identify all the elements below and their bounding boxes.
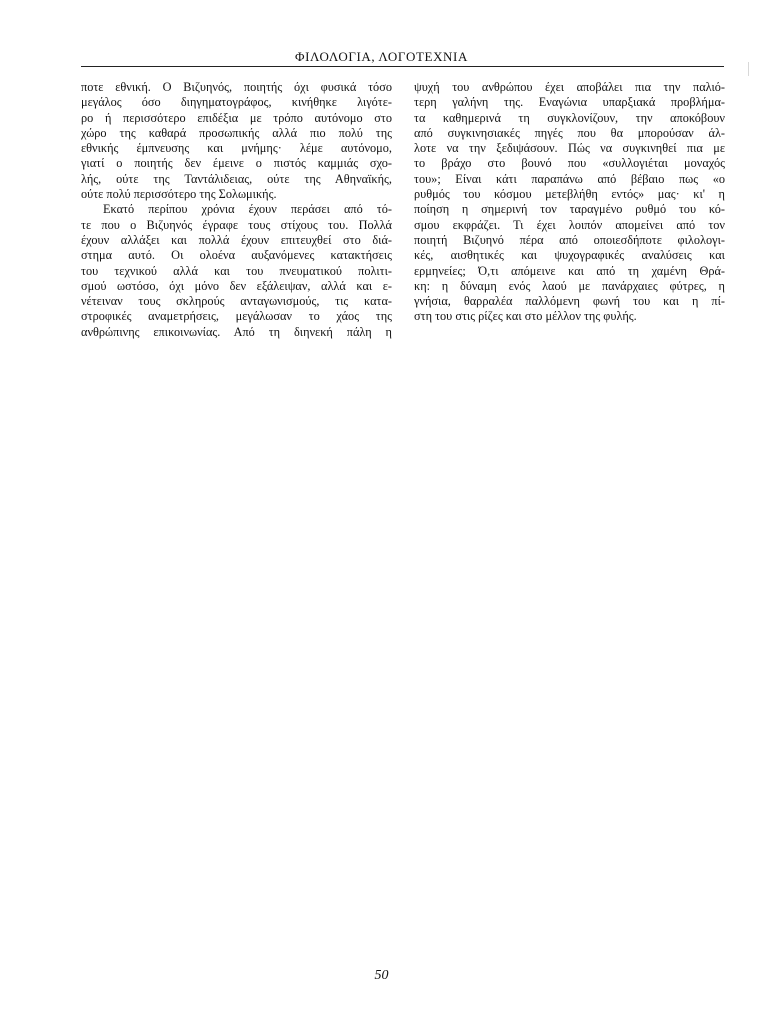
text-line: του»; Είναι κάτι παραπάνω από βέβαιο πως «ο [414, 171, 725, 186]
text-line: εθνικής έμπνευσης και μνήμης· λέμε αυτόνομο, [81, 141, 392, 156]
text-line: ποίηση η σημερινή τον ταραγμένο ρυθμό του κό- [414, 202, 725, 217]
text-line: στροφικές αναμετρήσεις, μεγάλωσαν το χάος της [81, 309, 392, 324]
left-column [81, 80, 392, 340]
text-line: λοτε να την ξεδιψάσουν. Πώς να συγκινηθεί πια με [414, 141, 725, 156]
text-line: σμού ωστόσο, όχι μόνο δεν εξάλειψαν, αλλά και ε- [81, 278, 392, 293]
text-line: στημα αυτό. Οι ολοένα αυξανόμενες κατακτήσεις [81, 248, 392, 263]
text-line: ρυθμός του κόσμου μετεβλήθη εντός» μας· κι' η [414, 187, 725, 202]
text-line: ερμηνείες; Ό,τι απόμεινε και από τη χαμένη Θρά- [414, 263, 725, 278]
text-line: χώρο της καθαρά προσωπικής αλλά πιο πολύ της [81, 125, 392, 140]
text-line: ρο ή περισσότερο επιδέξια με τρόπο αυτόνομο στο [81, 110, 392, 125]
text-line: από συγκινησιακές πηγές που θα μπορούσαν άλ- [414, 125, 725, 140]
text-line: ποιητή Βιζυηνό πέρα από οποιεσδήποτε φιλολογι- [414, 232, 725, 247]
text-line: ποτε εθνική. Ο Βιζυηνός, ποιητής όχι φυσικά τόσο [81, 80, 392, 94]
text-line: του τεχνικού αλλά και του πνευματικού πολιτι- [81, 263, 392, 278]
right-column [414, 80, 725, 325]
text-line: λής, ούτε της Ταντάλιδειας, ούτε της Αθηναϊκής, [81, 171, 392, 186]
text-line: κές, αισθητικές και ψυχογραφικές αναλύσεις και [414, 248, 725, 263]
text-line: τα καθημερινά τη συγκλονίζουν, την αποκόβουν [414, 110, 725, 125]
text-line: στη του στις ρίζες και στο μέλλον της φυλής. [414, 309, 637, 324]
text-line: γνήσια, θαρραλέα παλλόμενη φωνή του και η πί- [414, 294, 725, 309]
text-line: έχουν αλλάξει και πολλά έχουν επιτευχθεί στο διά- [81, 232, 392, 247]
text-line: το βράχο στο βουνό που «συλλογιέται μοναχός [414, 156, 725, 171]
text-line: τε που ο Βιζυηνός έγραφε τους στίχους του. Πολλά [81, 217, 392, 232]
scan-edge-mark [748, 62, 755, 76]
text-line: κη: η δύναμη ενός λαού με πανάρχαιες φύτρες, η [414, 278, 725, 293]
text-line: μεγάλος όσο διηγηματογράφος, κινήθηκε λιγότε- [81, 95, 392, 110]
text-line: ανθρώπινης επικοινωνίας. Από τη διηνεκή πάλη η [81, 324, 392, 339]
text-line: σμου εκφράζει. Τι έχει λοιπόν απομείνει από τον [414, 217, 725, 232]
text-line: γιατί ο ποιητής δεν έμεινε ο πιστός καμμιάς σχο- [81, 156, 392, 171]
text-line: ούτε πολύ περισσότερο της Σολωμικής. [81, 187, 277, 202]
text-line: ψυχή του ανθρώπου έχει αποβάλει πια την παλιό- [414, 80, 725, 94]
running-head: ΦΙΛΟΛΟΓΙΑ, ΛΟΓΟΤΕΧΝΙΑ [295, 49, 468, 64]
page-number: 50 [374, 968, 389, 983]
paragraph-start-line: Εκατό περίπου χρόνια έχουν περάσει από τό- [103, 202, 392, 217]
text-line: νέτειναν τους σκληρούς ανταγωνισμούς, τις κατα- [81, 294, 392, 309]
header-rule [81, 66, 724, 67]
text-line: τερη γαλήνη της. Εναγώνια υπαρξιακά προβλήμα- [414, 95, 725, 110]
